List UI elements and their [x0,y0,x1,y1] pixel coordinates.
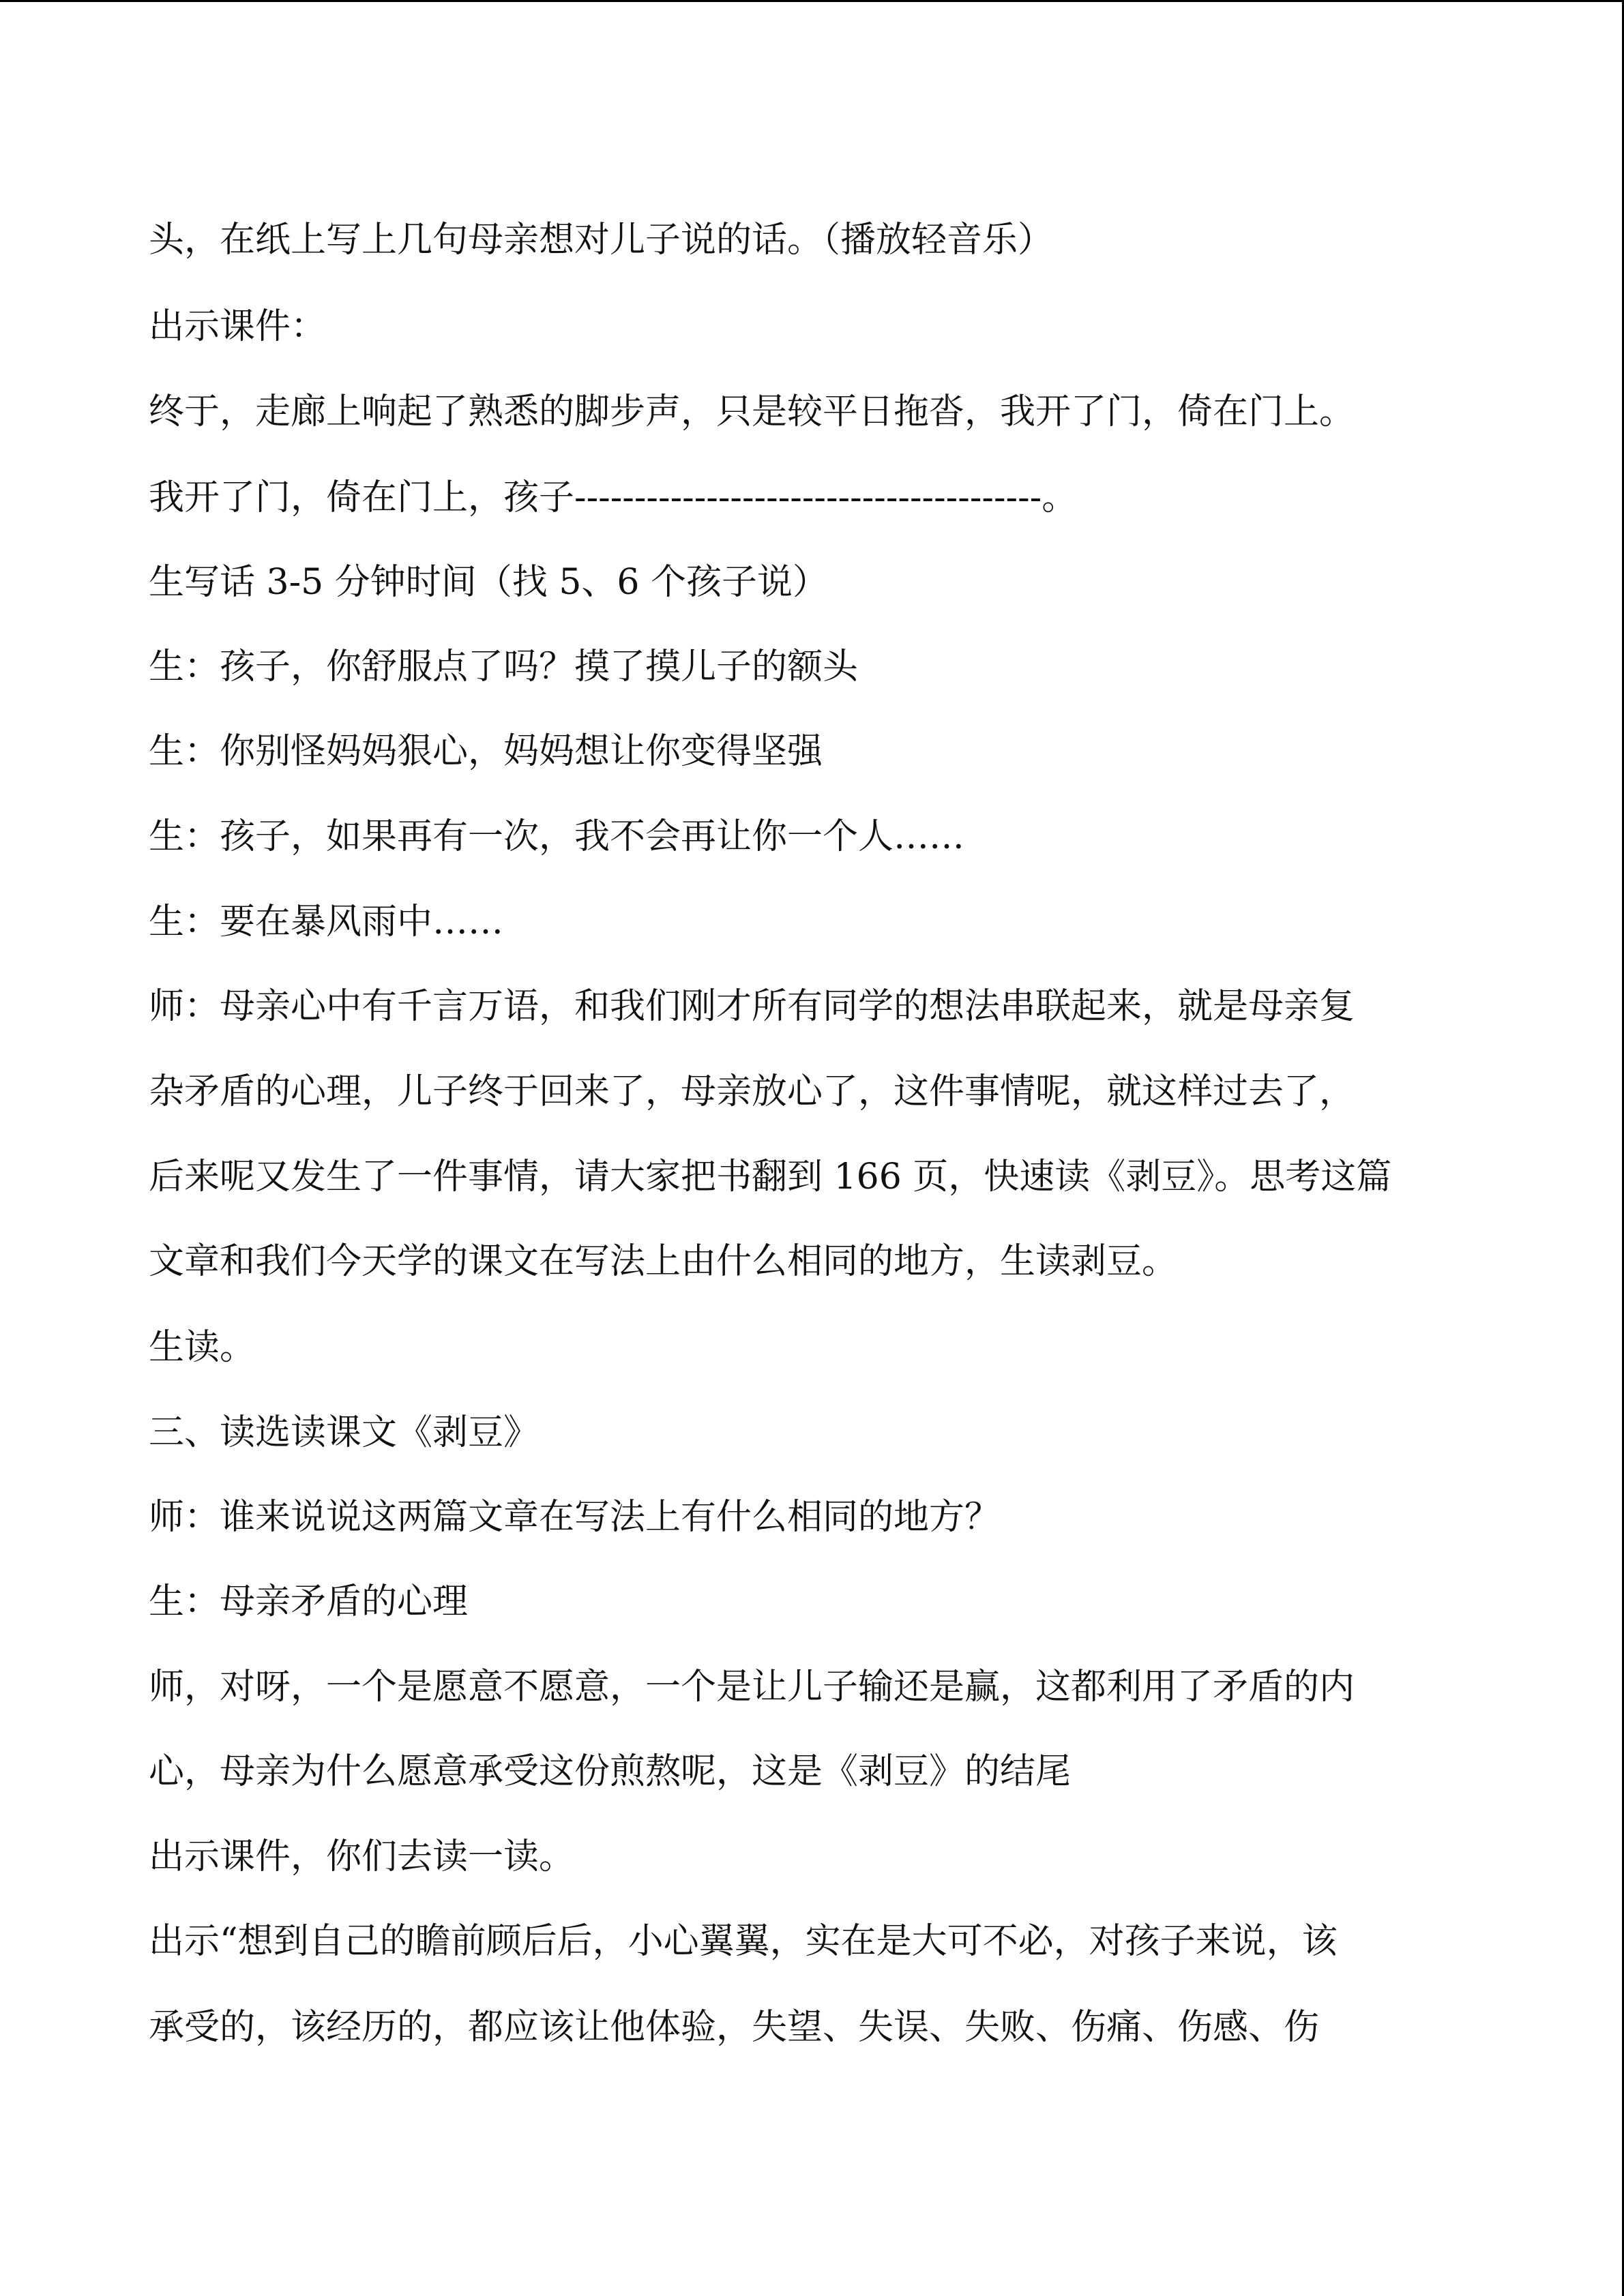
text-line: 后来呢又发生了一件事情，请大家把书翻到 166 页，快速读《剥豆》。思考这篇 [149,1157,1392,1197]
text-line: 心，母亲为什么愿意承受这份煎熬呢，这是《剥豆》的结尾 [149,1751,1072,1792]
text-line: 我开了门，倚在门上，孩子---------------------------------------。 [149,477,1078,518]
text-line: 师，对呀，一个是愿意不愿意，一个是让儿子输还是赢，这都利用了矛盾的内 [149,1667,1355,1708]
text-line: 三、读选读课文《剥豆》 [149,1412,540,1453]
text-line: 终于，走廊上响起了熟悉的脚步声，只是较平日拖沓，我开了门，倚在门上。 [149,391,1355,432]
text-line: 出示课件： [149,306,327,347]
text-line: 文章和我们今天学的课文在写法上由什么相同的地方，生读剥豆。 [149,1241,1178,1282]
text-line: 生：你别怪妈妈狠心，妈妈想让你变得坚强 [149,731,823,772]
text-line: 生读。 [149,1327,256,1368]
text-line: 生：母亲矛盾的心理 [149,1581,469,1622]
text-line: 师：谁来说说这两篇文章在写法上有什么相同的地方？ [149,1497,1001,1538]
text-line: 出示“想到自己的瞻前顾后后，小心翼翼，实在是大可不必，对孩子来说，该 [149,1921,1338,1962]
text-line: 生：要在暴风雨中…… [149,901,504,942]
text-line: 师：母亲心中有千言万语，和我们刚才所有同学的想法串联起来，就是母亲复 [149,986,1355,1027]
text-line: 承受的，该经历的，都应该让他体验，失望、失误、失败、伤痛、伤感、伤 [149,2007,1320,2048]
text-line: 头，在纸上写上几句母亲想对儿子说的话。（播放轻音乐） [149,220,1054,260]
text-line: 出示课件，你们去读一读。 [149,1836,575,1877]
text-line: 生：孩子，如果再有一次，我不会再让你一个人…… [149,816,965,857]
text-line: 杂矛盾的心理，儿子终于回来了，母亲放心了，这件事情呢，就这样过去了， [149,1071,1355,1112]
text-line: 生：孩子，你舒服点了吗？摸了摸儿子的额头 [149,646,859,687]
text-line: 生写话 3-5 分钟时间（找 5、6 个孩子说） [149,562,829,603]
